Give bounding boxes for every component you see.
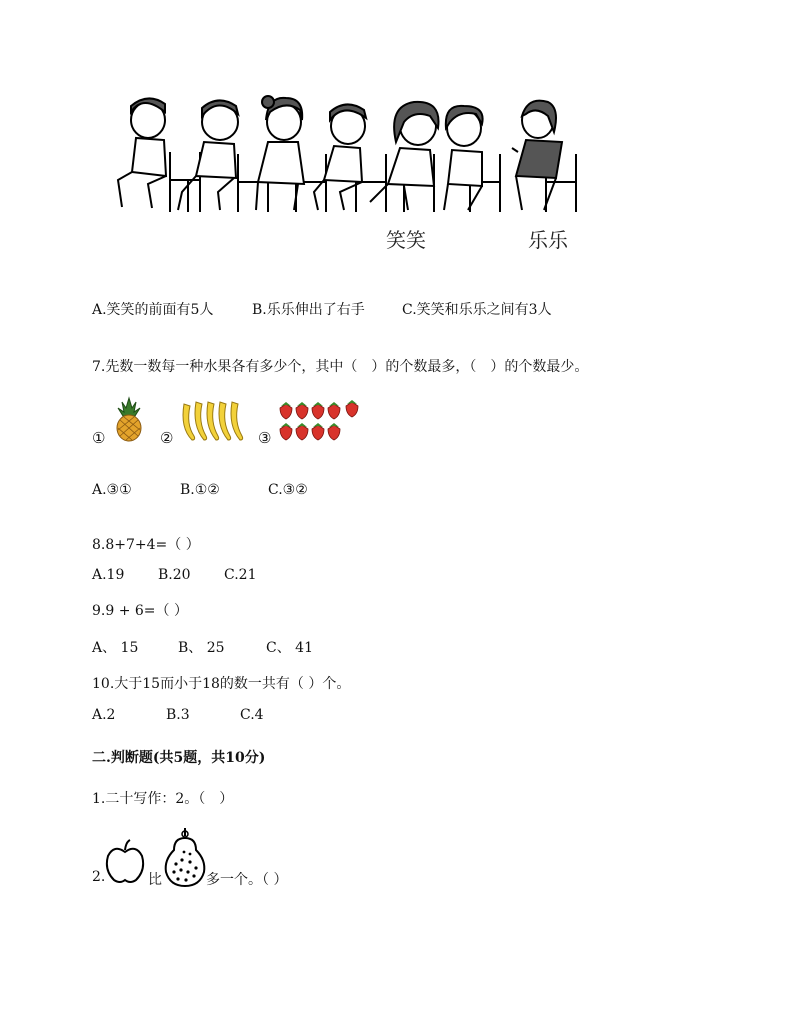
q10-option-a[interactable]: A.2 <box>92 707 116 723</box>
apple-icon <box>104 838 146 884</box>
fruit-row <box>92 396 382 452</box>
child-figure-lele <box>512 101 562 210</box>
q6-option-c[interactable]: C.笑笑和乐乐之间有3人 <box>402 302 552 318</box>
pear-icon <box>162 826 208 888</box>
q7-question: 7.先数一数每一种水果各有多少个，其中（ ）的个数最多，（ ）的个数最少。 <box>92 359 589 375</box>
fruit-label-3: ③ <box>258 429 272 447</box>
q10-option-b[interactable]: B.3 <box>166 707 190 723</box>
bananas-icon <box>178 398 248 442</box>
q8-question: 8.8+7+4=（ ） <box>92 537 200 553</box>
strawberries-icon <box>278 400 364 442</box>
pineapple-icon <box>112 396 146 442</box>
judge-1: 1.二十写作：2。（ ） <box>92 791 234 807</box>
fruit-label-2: ② <box>160 429 174 447</box>
q8-option-a[interactable]: A.19 <box>92 567 125 583</box>
judge-2-suffix: 多一个。（ ） <box>206 872 288 888</box>
caption-xiaoxiao: 笑笑 <box>386 228 426 252</box>
q9-option-a[interactable]: A、 15 <box>92 640 139 656</box>
judge-2-middle: 比 <box>148 872 162 888</box>
q10-question: 10.大于15而小于18的数一共有（ ）个。 <box>92 676 351 692</box>
q7-option-b[interactable]: B.①② <box>180 482 220 498</box>
judge-2-prefix: 2. <box>92 869 106 885</box>
q7-option-a[interactable]: A.③① <box>92 482 132 498</box>
children-chairs-svg <box>108 92 588 222</box>
children-chairs-illustration <box>108 92 588 222</box>
q10-option-c[interactable]: C.4 <box>240 707 264 723</box>
q6-option-b[interactable]: B.乐乐伸出了右手 <box>252 302 365 318</box>
q9-question: 9.9 + 6=（ ） <box>92 603 188 619</box>
q6-option-a[interactable]: A.笑笑的前面有5人 <box>92 302 214 318</box>
caption-lele: 乐乐 <box>528 228 568 252</box>
q8-option-c[interactable]: C.21 <box>224 567 257 583</box>
child-figure <box>118 98 166 208</box>
q8-option-b[interactable]: B.20 <box>158 567 191 583</box>
child-figure <box>256 96 304 210</box>
child-figure <box>314 104 366 210</box>
child-figure <box>444 106 483 210</box>
q9-option-b[interactable]: B、 25 <box>178 640 225 656</box>
q7-option-c[interactable]: C.③② <box>268 482 308 498</box>
fruit-label-1: ① <box>92 429 106 447</box>
section2-heading: 二.判断题(共5题，共10分) <box>92 750 266 766</box>
q9-option-c[interactable]: C、 41 <box>266 640 313 656</box>
